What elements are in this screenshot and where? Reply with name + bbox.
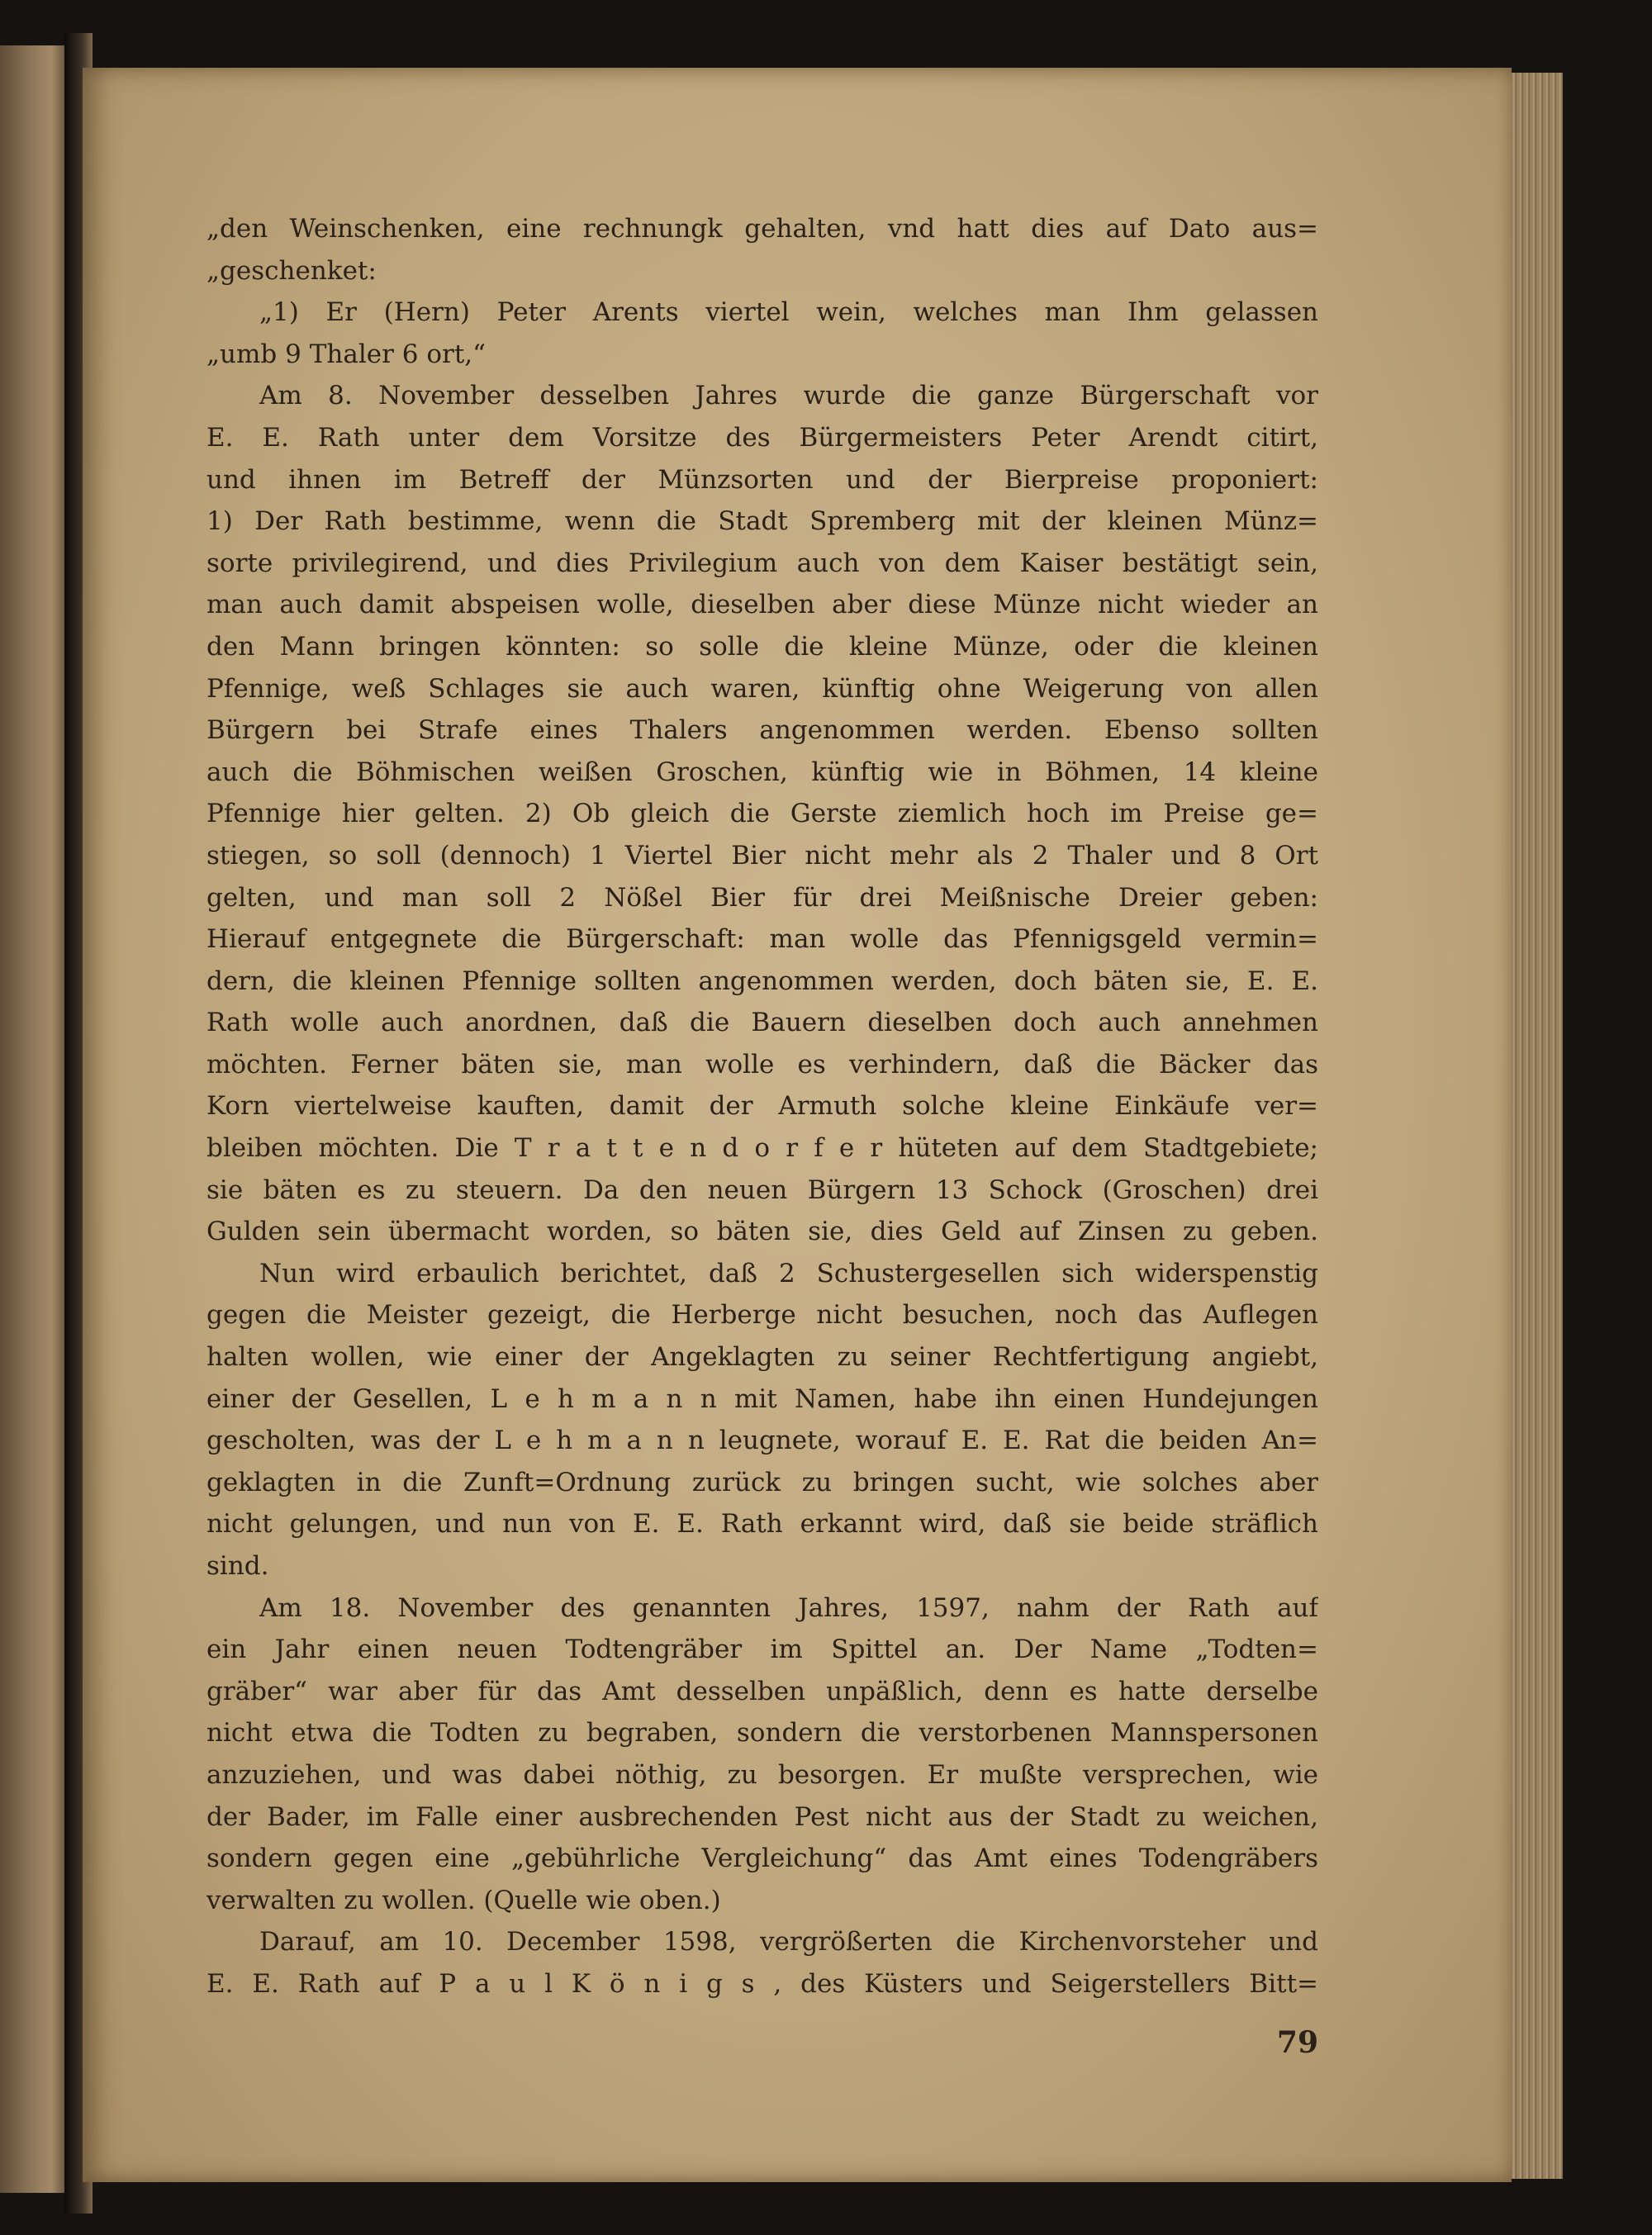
text-line: nicht gelungen, und nun von E. E. Rath erkannt wird, daß sie beide sträflich: [206, 1509, 1318, 1540]
text-line: geklagten in die Zunft=Ordnung zurück zu bringen sucht, wie solches aber: [206, 1467, 1318, 1497]
text-line: den Mann bringen könnten: so solle die kleine Münze, oder die kleinen: [206, 631, 1318, 662]
text-line: Pfennige, weß Schlages sie auch waren, künftig ohne Weigerung von allen: [206, 673, 1318, 704]
page-text: [206, 208, 1318, 2005]
text-line: gelten, und man soll 2 Nößel Bier für drei Meißnische Dreier geben:: [206, 882, 1318, 913]
text-line: sondern gegen eine „gebührliche Vergleichung“ das Amt eines Todengräbers: [206, 1844, 1318, 1874]
text-line: Darauf, am 10. December 1598, vergrößerten die Kirchenvorsteher und: [259, 1927, 1318, 1957]
text-line: verwalten zu wollen. (Quelle wie oben.): [206, 1885, 721, 1915]
page-number: 79: [1276, 2025, 1318, 2060]
text-line: Hierauf entgegnete die Bürgerschaft: man wolle das Pfennigsgeld vermin=: [206, 924, 1318, 955]
text-line: „umb 9 Thaler 6 ort,“: [206, 339, 486, 369]
text-line: und ihnen im Betreff der Münzsorten und der Bierpreise proponiert:: [206, 464, 1318, 495]
text-line: Rath wolle auch anordnen, daß die Bauern dieselben doch auch annehmen: [206, 1008, 1318, 1038]
text-line: dern, die kleinen Pfennige sollten angenommen werden, doch bäten sie, E. E.: [206, 966, 1318, 996]
text-line: nicht etwa die Todten zu begraben, sondern die verstorbenen Mannspersonen: [206, 1718, 1318, 1749]
text-line: 1) Der Rath bestimme, wenn die Stadt Spremberg mit der kleinen Münz=: [206, 506, 1318, 537]
text-line: sorte privilegirend, und dies Privilegium auch von dem Kaiser bestätigt sein,: [206, 548, 1318, 578]
text-line: E. E. Rath unter dem Vorsitze des Bürgermeisters Peter Arendt citirt,: [206, 422, 1318, 453]
text-line: „1) Er (Hern) Peter Arents viertel wein, welches man Ihm gelassen: [259, 297, 1318, 328]
text-line: Am 8. November desselben Jahres wurde die ganze Bürgerschaft vor: [259, 381, 1318, 411]
left-page-edge: [0, 45, 64, 2193]
text-line: ein Jahr einen neuen Todtengräber im Spittel an. Der Name „Todten=: [206, 1635, 1318, 1665]
text-line: anzuziehen, und was dabei nöthig, zu besorgen. Er mußte versprechen, wie: [206, 1759, 1318, 1790]
text-line: gräber“ war aber für das Amt desselben unpäßlich, denn es hatte derselbe: [206, 1676, 1318, 1706]
text-line: E. E. Rath auf P a u l K ö n i g s , des Küsters und Seigerstellers Bitt=: [206, 1968, 1318, 1999]
text-line: bleiben möchten. Die T r a t t e n d o r f e r hüteten auf dem Stadtgebiete;: [206, 1133, 1318, 1164]
text-line: Bürgern bei Strafe eines Thalers angenommen werden. Ebenso sollten: [206, 715, 1318, 746]
page-stack-edge: [1512, 73, 1563, 2179]
text-line: Korn viertelweise kauften, damit der Armuth solche kleine Einkäufe ver=: [206, 1091, 1318, 1122]
text-line: „geschenket:: [206, 255, 377, 286]
text-line: gescholten, was der L e h m a n n leugnete, worauf E. E. Rat die beiden An=: [206, 1426, 1318, 1456]
text-line: Nun wird erbaulich berichtet, daß 2 Schustergesellen sich widerspenstig: [259, 1258, 1318, 1288]
text-line: Pfennige hier gelten. 2) Ob gleich die Gerste ziemlich hoch im Preise ge=: [206, 799, 1318, 829]
text-line: Gulden sein übermacht worden, so bäten sie, dies Geld auf Zinsen zu geben.: [206, 1217, 1318, 1247]
text-line: sie bäten es zu steuern. Da den neuen Bürgern 13 Schock (Groschen) drei: [206, 1174, 1318, 1205]
text-line: auch die Böhmischen weißen Groschen, künftig wie in Böhmen, 14 kleine: [206, 757, 1318, 787]
text-line: sind.: [206, 1551, 269, 1581]
text-line: „den Weinschenken, eine rechnungk gehalten, vnd hatt dies auf Dato aus=: [206, 214, 1318, 244]
text-line: man auch damit abspeisen wolle, dieselben aber diese Münze nicht wieder an: [206, 590, 1318, 620]
text-line: einer der Gesellen, L e h m a n n mit Namen, habe ihn einen Hundejungen: [206, 1383, 1318, 1414]
text-line: stiegen, so soll (dennoch) 1 Viertel Bier nicht mehr als 2 Thaler und 8 Ort: [206, 840, 1318, 871]
text-line: der Bader, im Falle einer ausbrechenden Pest nicht aus der Stadt zu weichen,: [206, 1801, 1318, 1832]
text-line: halten wollen, wie einer der Angeklagten zu seiner Rechtfertigung angiebt,: [206, 1342, 1318, 1373]
text-line: möchten. Ferner bäten sie, man wolle es verhindern, daß die Bäcker das: [206, 1049, 1318, 1080]
text-line: gegen die Meister gezeigt, die Herberge nicht besuchen, noch das Auflegen: [206, 1300, 1318, 1331]
text-line: Am 18. November des genannten Jahres, 1597, nahm der Rath auf: [259, 1592, 1318, 1623]
